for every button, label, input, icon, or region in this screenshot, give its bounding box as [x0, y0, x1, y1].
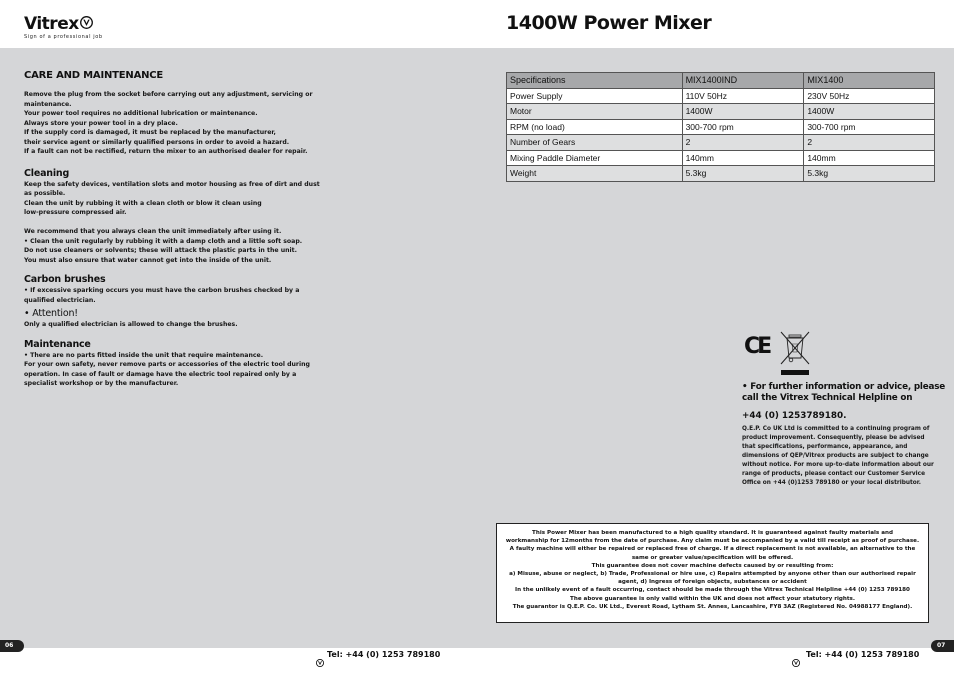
care-line: Your power tool requires no additional lubrication or maintenance.	[24, 110, 258, 117]
vitrex-v-icon	[316, 652, 324, 671]
guarantee-line: The guarantor is Q.E.P. Co. UK Ltd., Everest Road, Lytham St. Annes, Lancashire, FY8 3AZ (Registered No. 04988177 England).	[512, 603, 913, 610]
table-header-cell: MIX1400	[804, 73, 935, 89]
maintenance-text	[24, 351, 336, 389]
brand-tagline: Sign of a professional job	[24, 34, 103, 40]
guarantee-line: The above guarantee is only valid within the UK and does not affect your statutory rights.	[570, 595, 855, 602]
attention-heading: • Attention!	[24, 308, 78, 319]
page-number-left: 06	[0, 640, 24, 652]
brushes-line: • If excessive sparking occurs you must have the carbon brushes checked by a	[24, 287, 300, 294]
cleaning-line: Do not use cleaners or solvents; these will attack the plastic parts in the unit.	[24, 247, 297, 254]
guarantee-line: This guarantee does not cover machine defects caused by or resulting from:	[591, 562, 834, 569]
carbon-brushes-heading: Carbon brushes	[24, 274, 106, 285]
care-text	[24, 90, 336, 157]
table-header-cell: MIX1400IND	[682, 73, 804, 89]
table-row	[507, 166, 935, 182]
page-title: 1400W Power Mixer	[506, 12, 712, 34]
vitrex-logo	[24, 13, 93, 34]
table-cell: 140mm	[804, 150, 935, 166]
table-cell: Power Supply	[507, 88, 683, 104]
maintenance-line: • There are no parts fitted inside the unit that require maintenance.	[24, 351, 264, 359]
cleaning-heading: Cleaning	[24, 167, 70, 179]
page-number-right: 07	[931, 640, 954, 652]
table-header-cell: Specifications	[507, 73, 683, 89]
care-heading: CARE AND MAINTENANCE	[24, 70, 164, 81]
cleaning-line: Keep the safety devices, ventilation slots and motor housing as free of dirt and dust	[24, 180, 320, 188]
table-cell: 2	[804, 135, 935, 151]
table-cell: 1400W	[682, 104, 804, 120]
cleaning-line: You must also ensure that water cannot get into the inside of the unit.	[24, 256, 272, 264]
table-row	[507, 88, 935, 104]
table-cell: Weight	[507, 166, 683, 182]
guarantee-line: a) Misuse, abuse or neglect, b) Trade, Professional or hire use, c) Repairs attempted by anyone other than our authorised repair	[509, 571, 916, 578]
guarantee-line: A faulty machine will either be repaired or replaced free of charge. If a direct replacement is not available, an alternative to the	[509, 546, 916, 553]
care-line: their service agent or similarly qualified persons in order to avoid a hazard.	[24, 138, 290, 146]
table-cell: 1400W	[804, 104, 935, 120]
cleaning-line: • Clean the unit regularly by rubbing it with a damp cloth and a little soft soap.	[24, 237, 303, 245]
table-cell: Mixing Paddle Diameter	[507, 150, 683, 166]
table-row	[507, 135, 935, 151]
brand-name: Vitrex	[24, 13, 79, 34]
table-row	[507, 104, 935, 120]
cleaning-line: as possible.	[24, 190, 66, 197]
cleaning-line: low-pressure compressed air.	[24, 209, 127, 216]
table-cell: 5.3kg	[682, 166, 804, 182]
advice-text: • For further information or advice, please call the Vitrex Technical Helpline on	[742, 382, 946, 403]
vitrex-v-icon	[792, 652, 800, 671]
care-line: Always store your power tool in a dry place.	[24, 119, 178, 127]
guarantee-line: This Power Mixer has been manufactured to a high quality standard. It is guaranteed against faulty materials and	[532, 530, 893, 536]
footer-telephone-left: Tel: +44 (0) 1253 789180	[327, 650, 441, 659]
page-header	[0, 0, 954, 48]
table-cell: 300-700 rpm	[804, 119, 935, 135]
maintenance-heading: Maintenance	[24, 338, 91, 350]
product-improvement-note: Q.E.P. Co UK Ltd is committed to a continuing program of product improvement. Consequently, please be advised that specifications, performance, appearance, and dimensions of QEP/Vitrex products are subject to change without notice. For more up-to-date information about our range of products, please contact our Customer Service Office on +44 (0)1253 789180 or your local distributor.	[742, 426, 934, 486]
brushes-line: qualified electrician.	[24, 296, 96, 304]
care-line: If the supply cord is damaged, it must be replaced by the manufacturer,	[24, 129, 276, 136]
table-header-row	[507, 73, 935, 89]
guarantee-line: agent, d) Ingress of foreign objects, substances or accident	[618, 579, 807, 586]
table-cell: RPM (no load)	[507, 119, 683, 135]
guarantee-line: same or greater value/specification will be offered.	[631, 554, 794, 561]
table-cell: 230V 50Hz	[804, 88, 935, 104]
care-and-maintenance-section	[24, 70, 336, 389]
cleaning-line: Clean the unit by rubbing it with a clean cloth or blow it clean using	[24, 199, 262, 207]
vitrex-v-icon	[80, 14, 93, 33]
guarantee-line: In the unlikely event of a fault occurring, contact should be made through the Vitrex Technical Helpline +44 (0) 1253 789180	[515, 587, 910, 594]
care-line: If a fault can not be rectified, return the mixer to an authorised dealer for repair.	[24, 148, 308, 155]
table-row	[507, 119, 935, 135]
table-cell: 5.3kg	[804, 166, 935, 182]
maintenance-line: specialist workshop or by the manufacturer.	[24, 380, 179, 387]
crossed-out-wheelie-bin-icon	[778, 328, 812, 380]
table-cell: Number of Gears	[507, 135, 683, 151]
maintenance-line: For your own safety, never remove parts or accessories of the electric tool during	[24, 361, 310, 368]
cleaning-text	[24, 180, 336, 266]
attention-line: Only a qualified electrician is allowed to change the brushes.	[24, 321, 238, 328]
advice-section	[742, 382, 952, 488]
guarantee-line: workmanship for 12months from the date of purchase. Any claim must be accompanied by a valid till receipt as proof of purchase.	[505, 538, 920, 545]
attention-text	[24, 320, 336, 330]
footer-telephone-right: Tel: +44 (0) 1253 789180	[806, 650, 920, 659]
guarantee-box	[496, 523, 929, 623]
maintenance-line: operation. In case of fault or damage have the electric tool repaired only by a	[24, 370, 297, 378]
table-row	[507, 150, 935, 166]
table-cell: 140mm	[682, 150, 804, 166]
table-cell: 300-700 rpm	[682, 119, 804, 135]
table-cell: 2	[682, 135, 804, 151]
table-cell: Motor	[507, 104, 683, 120]
ce-mark-icon: CE	[744, 334, 770, 359]
table-cell: 110V 50Hz	[682, 88, 804, 104]
helpline-phone: +44 (0) 1253789180.	[742, 411, 847, 421]
specifications-table	[506, 72, 935, 182]
care-line: maintenance.	[24, 100, 72, 108]
care-line: Remove the plug from the socket before carrying out any adjustment, servicing or	[24, 91, 313, 98]
carbon-brushes-text	[24, 286, 336, 305]
cleaning-line: We recommend that you always clean the unit immediately after using it.	[24, 228, 282, 235]
